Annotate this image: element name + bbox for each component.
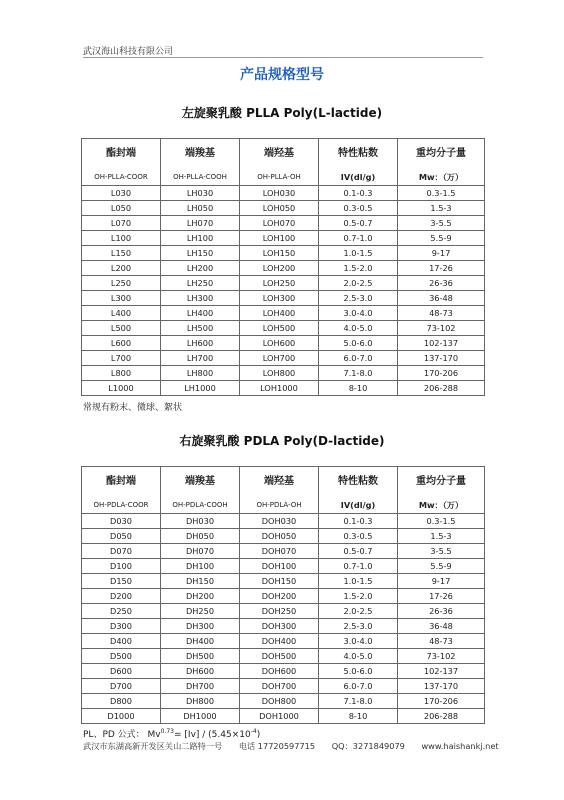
carboxyl-grade-cell: LH070 [161,216,240,231]
table-row [82,216,485,231]
ester-capped-grade-cell: D070 [82,544,161,559]
iv-range-cell: 1.5-2.0 [319,261,398,276]
pdla-section-title: 右旋聚乳酸 PDLA Poly(D-lactide) [179,434,385,448]
hydroxyl-grade-cell: LOH050 [240,201,319,216]
hydroxyl-grade-cell: DOH250 [240,604,319,619]
table-row [82,574,485,589]
table-row [82,514,485,529]
hydroxyl-grade-cell: DOH800 [240,694,319,709]
mw-range-cell: 3-5.5 [398,544,485,559]
ester-capped-grade-cell: L600 [82,336,161,351]
iv-range-cell: 2.5-3.0 [319,291,398,306]
ester-capped-grade-cell: D200 [82,589,161,604]
header-ester-capped: 酯封端 [82,139,161,170]
ester-capped-grade-cell: L800 [82,366,161,381]
header-intrinsic-viscosity: 特性粘数 [319,467,398,498]
carboxyl-grade-cell: DH150 [161,574,240,589]
mw-range-cell: 0.3-1.5 [398,514,485,529]
table-row [82,201,485,216]
hydroxyl-grade-cell: DOH500 [240,649,319,664]
iv-range-cell: 0.1-0.3 [319,514,398,529]
table-row [82,366,485,381]
hydroxyl-grade-cell: DOH070 [240,544,319,559]
header-intrinsic-viscosity: 特性粘数 [319,139,398,170]
table-row [82,306,485,321]
iv-range-cell: 2.0-2.5 [319,604,398,619]
ester-capped-grade-cell: D150 [82,574,161,589]
hydroxyl-grade-cell: LOH250 [240,276,319,291]
table-row [82,649,485,664]
mw-range-cell: 73-102 [398,649,485,664]
carboxyl-grade-cell: LH500 [161,321,240,336]
hydroxyl-grade-cell: DOH050 [240,529,319,544]
iv-range-cell: 0.1-0.3 [319,186,398,201]
iv-range-cell: 6.0-7.0 [319,351,398,366]
hydroxyl-grade-cell: LOH200 [240,261,319,276]
table-row [82,679,485,694]
hydroxyl-grade-cell: LOH600 [240,336,319,351]
ester-capped-grade-cell: D500 [82,649,161,664]
table-row [82,544,485,559]
iv-range-cell: 0.5-0.7 [319,544,398,559]
mw-range-cell: 206-288 [398,381,485,396]
ester-capped-grade-cell: D250 [82,604,161,619]
ester-capped-grade-cell: L250 [82,276,161,291]
iv-range-cell: 5.0-6.0 [319,336,398,351]
page-title: 产品规格型号 [240,67,324,83]
iv-range-cell: 5.0-6.0 [319,664,398,679]
iv-range-cell: 7.1-8.0 [319,366,398,381]
hydroxyl-grade-cell: DOH1000 [240,709,319,724]
carboxyl-grade-cell: LH200 [161,261,240,276]
table-row [82,529,485,544]
mw-range-cell: 5.5-9 [398,559,485,574]
ester-capped-grade-cell: D600 [82,664,161,679]
carboxyl-grade-cell: DH600 [161,664,240,679]
ester-capped-grade-cell: D030 [82,514,161,529]
carboxyl-grade-cell: LH400 [161,306,240,321]
iv-range-cell: 4.0-5.0 [319,321,398,336]
carboxyl-grade-cell: LH1000 [161,381,240,396]
hydroxyl-grade-cell: LOH150 [240,246,319,261]
iv-range-cell: 7.1-8.0 [319,694,398,709]
mw-range-cell: 3-5.5 [398,216,485,231]
plla-spec-table [81,138,485,396]
plla-section-title: 左旋聚乳酸 PLLA Poly(L-lactide) [181,106,383,120]
footer-contact [83,741,513,752]
footer-website: www.haishankj.net [421,741,499,751]
footer-qq: QQ：3271849079 [331,741,405,751]
carboxyl-grade-cell: DH300 [161,619,240,634]
table-row [82,559,485,574]
table-row [82,694,485,709]
subheader-iv-unit: IV(dl/g) [319,169,398,186]
table-row [82,261,485,276]
subheader-ester-formula: OH-PDLA-COOR [82,497,161,514]
table-row [82,634,485,649]
hydroxyl-grade-cell: LOH070 [240,216,319,231]
mw-range-cell: 102-137 [398,664,485,679]
subheader-carboxyl-formula: OH-PLLA-COOH [161,169,240,186]
ester-capped-grade-cell: D100 [82,559,161,574]
subheader-ester-formula: OH-PLLA-COOR [82,169,161,186]
ester-capped-grade-cell: D050 [82,529,161,544]
ester-capped-grade-cell: L200 [82,261,161,276]
mw-range-cell: 36-48 [398,619,485,634]
header-molecular-weight: 重均分子量 [398,467,485,498]
table-row [82,321,485,336]
ester-capped-grade-cell: D400 [82,634,161,649]
iv-range-cell: 2.5-3.0 [319,619,398,634]
hydroxyl-grade-cell: DOH150 [240,574,319,589]
mw-range-cell: 9-17 [398,246,485,261]
hydroxyl-grade-cell: LOH1000 [240,381,319,396]
header-divider [83,57,483,58]
mw-range-cell: 48-73 [398,634,485,649]
ester-capped-grade-cell: L050 [82,201,161,216]
mw-range-cell: 9-17 [398,574,485,589]
footer-phone: 电话 17720597715 [238,741,316,751]
hydroxyl-grade-cell: DOH600 [240,664,319,679]
subheader-iv-unit: IV(dl/g) [319,497,398,514]
mw-range-cell: 206-288 [398,709,485,724]
hydroxyl-grade-cell: DOH700 [240,679,319,694]
carboxyl-grade-cell: DH030 [161,514,240,529]
formula-end: ) [256,730,261,740]
mw-range-cell: 48-73 [398,306,485,321]
hydroxyl-grade-cell: LOH100 [240,231,319,246]
iv-range-cell: 0.3-0.5 [319,529,398,544]
pdla-table-body [82,514,485,724]
table-row [82,276,485,291]
iv-range-cell: 0.3-0.5 [319,201,398,216]
table-row [82,619,485,634]
mw-range-cell: 170-206 [398,366,485,381]
subheader-mw-unit: Mw：（万） [398,169,485,186]
subheader-hydroxyl-formula: OH-PDLA-OH [240,497,319,514]
carboxyl-grade-cell: LH300 [161,291,240,306]
mw-range-cell: 73-102 [398,321,485,336]
hydroxyl-grade-cell: DOH400 [240,634,319,649]
mw-range-cell: 1.5-3 [398,201,485,216]
mw-range-cell: 5.5-9 [398,231,485,246]
table-row [82,246,485,261]
ester-capped-grade-cell: L1000 [82,381,161,396]
table-row [82,231,485,246]
formula-prefix: PL、PD 公式： [83,730,145,740]
iv-range-cell: 6.0-7.0 [319,679,398,694]
mw-range-cell: 137-170 [398,679,485,694]
mw-range-cell: 0.3-1.5 [398,186,485,201]
mw-range-cell: 1.5-3 [398,529,485,544]
carboxyl-grade-cell: DH050 [161,529,240,544]
carboxyl-grade-cell: DH070 [161,544,240,559]
carboxyl-grade-cell: LH700 [161,351,240,366]
carboxyl-grade-cell: DH200 [161,589,240,604]
formula-rest: = [Iv] / (5.45×10 [174,730,251,740]
plla-form-note: 常规有粉末、微球、絮状 [83,403,183,413]
iv-range-cell: 8-10 [319,381,398,396]
iv-range-cell: 1.0-1.5 [319,574,398,589]
ester-capped-grade-cell: D800 [82,694,161,709]
iv-range-cell: 2.0-2.5 [319,276,398,291]
hydroxyl-grade-cell: DOH300 [240,619,319,634]
ester-capped-grade-cell: L150 [82,246,161,261]
table-row [82,664,485,679]
hydroxyl-grade-cell: LOH800 [240,366,319,381]
iv-range-cell: 0.7-1.0 [319,231,398,246]
carboxyl-grade-cell: LH030 [161,186,240,201]
hydroxyl-grade-cell: DOH200 [240,589,319,604]
carboxyl-grade-cell: LH250 [161,276,240,291]
table-row [82,709,485,724]
company-name: 武汉海山科技有限公司 [83,47,174,57]
plla-table-body [82,186,485,396]
formula-exponent: 0.73 [160,728,174,735]
iv-range-cell: 3.0-4.0 [319,634,398,649]
carboxyl-grade-cell: DH700 [161,679,240,694]
subheader-hydroxyl-formula: OH-PLLA-OH [240,169,319,186]
table-row [82,291,485,306]
mw-range-cell: 17-26 [398,589,485,604]
table-row [82,589,485,604]
carboxyl-grade-cell: LH150 [161,246,240,261]
table-row [82,336,485,351]
carboxyl-grade-cell: LH050 [161,201,240,216]
iv-range-cell: 0.5-0.7 [319,216,398,231]
carboxyl-grade-cell: DH100 [161,559,240,574]
header-hydroxyl-terminated: 端羟基 [240,467,319,498]
mw-range-cell: 102-137 [398,336,485,351]
ester-capped-grade-cell: D300 [82,619,161,634]
carboxyl-grade-cell: LH800 [161,366,240,381]
subheader-carboxyl-formula: OH-PDLA-COOH [161,497,240,514]
ester-capped-grade-cell: L700 [82,351,161,366]
iv-range-cell: 1.0-1.5 [319,246,398,261]
formula-mv: Mv [147,730,161,740]
mw-range-cell: 26-36 [398,276,485,291]
carboxyl-grade-cell: DH250 [161,604,240,619]
header-ester-capped: 酯封端 [82,467,161,498]
ester-capped-grade-cell: L030 [82,186,161,201]
carboxyl-grade-cell: LH600 [161,336,240,351]
formula-exponent-2: -4 [250,728,257,735]
table-row [82,351,485,366]
header-hydroxyl-terminated: 端羟基 [240,139,319,170]
iv-range-cell: 0.7-1.0 [319,559,398,574]
hydroxyl-grade-cell: DOH030 [240,514,319,529]
ester-capped-grade-cell: L300 [82,291,161,306]
conversion-formula [83,727,260,740]
carboxyl-grade-cell: DH1000 [161,709,240,724]
carboxyl-grade-cell: DH400 [161,634,240,649]
carboxyl-grade-cell: DH500 [161,649,240,664]
hydroxyl-grade-cell: LOH030 [240,186,319,201]
carboxyl-grade-cell: DH800 [161,694,240,709]
mw-range-cell: 170-206 [398,694,485,709]
carboxyl-grade-cell: LH100 [161,231,240,246]
iv-range-cell: 1.5-2.0 [319,589,398,604]
mw-range-cell: 26-36 [398,604,485,619]
header-carboxyl-terminated: 端羧基 [161,139,240,170]
hydroxyl-grade-cell: LOH300 [240,291,319,306]
ester-capped-grade-cell: D1000 [82,709,161,724]
footer-address: 武汉市东湖高新开发区关山二路特一号 [83,741,223,751]
ester-capped-grade-cell: L400 [82,306,161,321]
subheader-mw-unit: Mw：（万） [398,497,485,514]
hydroxyl-grade-cell: LOH400 [240,306,319,321]
hydroxyl-grade-cell: LOH500 [240,321,319,336]
hydroxyl-grade-cell: DOH100 [240,559,319,574]
mw-range-cell: 17-26 [398,261,485,276]
header-molecular-weight: 重均分子量 [398,139,485,170]
table-row [82,604,485,619]
ester-capped-grade-cell: L500 [82,321,161,336]
ester-capped-grade-cell: D700 [82,679,161,694]
ester-capped-grade-cell: L070 [82,216,161,231]
table-row [82,381,485,396]
mw-range-cell: 137-170 [398,351,485,366]
iv-range-cell: 4.0-5.0 [319,649,398,664]
header-carboxyl-terminated: 端羧基 [161,467,240,498]
iv-range-cell: 8-10 [319,709,398,724]
hydroxyl-grade-cell: LOH700 [240,351,319,366]
iv-range-cell: 3.0-4.0 [319,306,398,321]
mw-range-cell: 36-48 [398,291,485,306]
table-row [82,186,485,201]
pdla-spec-table [81,466,485,724]
ester-capped-grade-cell: L100 [82,231,161,246]
